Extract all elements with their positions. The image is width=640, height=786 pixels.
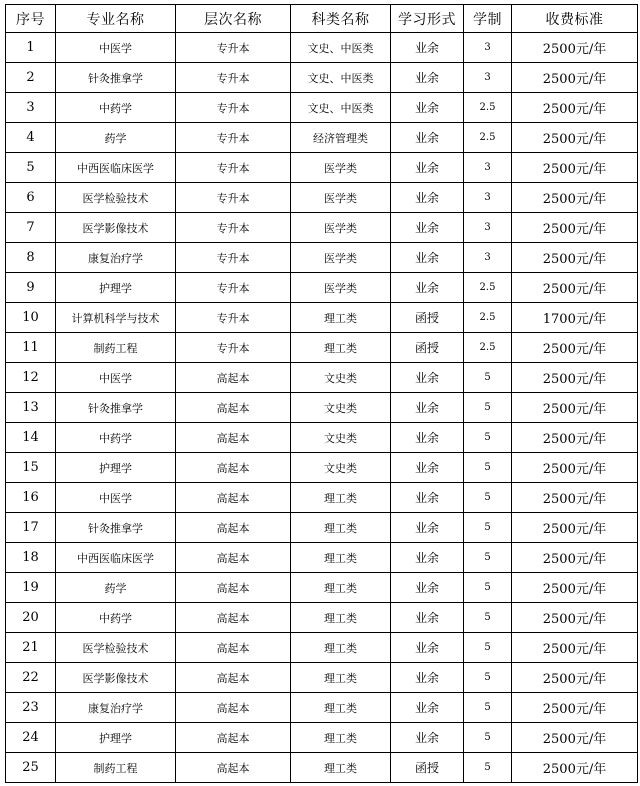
cell-level: 高起本 — [176, 693, 291, 723]
cell-index: 12 — [6, 363, 56, 393]
table-row — [6, 543, 638, 573]
table-row — [6, 753, 638, 783]
cell-major: 护理学 — [56, 453, 176, 483]
cell-study-mode: 业余 — [391, 543, 464, 573]
cell-category: 理工类 — [291, 333, 391, 363]
header-duration: 学制 — [464, 5, 512, 33]
cell-fee: 2500元/年 — [512, 183, 638, 213]
cell-major: 医学影像技术 — [56, 663, 176, 693]
cell-major: 制药工程 — [56, 333, 176, 363]
cell-fee: 2500元/年 — [512, 723, 638, 753]
cell-fee: 2500元/年 — [512, 483, 638, 513]
cell-fee: 2500元/年 — [512, 213, 638, 243]
cell-fee: 2500元/年 — [512, 123, 638, 153]
cell-category: 医学类 — [291, 213, 391, 243]
cell-duration: 2.5 — [464, 303, 512, 333]
cell-study-mode: 业余 — [391, 273, 464, 303]
cell-major: 中药学 — [56, 93, 176, 123]
cell-duration: 5 — [464, 723, 512, 753]
cell-fee: 2500元/年 — [512, 633, 638, 663]
cell-index: 20 — [6, 603, 56, 633]
cell-study-mode: 业余 — [391, 213, 464, 243]
table-row — [6, 123, 638, 153]
cell-study-mode: 业余 — [391, 513, 464, 543]
table-row — [6, 63, 638, 93]
cell-fee: 2500元/年 — [512, 513, 638, 543]
cell-study-mode: 函授 — [391, 753, 464, 783]
cell-study-mode: 业余 — [391, 33, 464, 63]
cell-category: 医学类 — [291, 273, 391, 303]
fee-table — [5, 4, 638, 783]
cell-level: 专升本 — [176, 183, 291, 213]
cell-major: 中医学 — [56, 363, 176, 393]
cell-fee: 2500元/年 — [512, 663, 638, 693]
header-category: 科类名称 — [291, 5, 391, 33]
cell-fee: 2500元/年 — [512, 603, 638, 633]
cell-duration: 5 — [464, 363, 512, 393]
cell-level: 专升本 — [176, 273, 291, 303]
cell-level: 高起本 — [176, 393, 291, 423]
cell-category: 文史、中医类 — [291, 63, 391, 93]
cell-index: 16 — [6, 483, 56, 513]
table-row — [6, 513, 638, 543]
cell-category: 理工类 — [291, 303, 391, 333]
cell-index: 11 — [6, 333, 56, 363]
cell-index: 7 — [6, 213, 56, 243]
cell-major: 中西医临床医学 — [56, 153, 176, 183]
cell-index: 6 — [6, 183, 56, 213]
cell-major: 中医学 — [56, 33, 176, 63]
cell-study-mode: 业余 — [391, 483, 464, 513]
cell-category: 医学类 — [291, 183, 391, 213]
cell-category: 理工类 — [291, 573, 391, 603]
cell-fee: 2500元/年 — [512, 363, 638, 393]
cell-study-mode: 业余 — [391, 363, 464, 393]
header-fee: 收费标准 — [512, 5, 638, 33]
cell-duration: 5 — [464, 573, 512, 603]
table-row — [6, 573, 638, 603]
cell-index: 19 — [6, 573, 56, 603]
cell-major: 针灸推拿学 — [56, 513, 176, 543]
cell-category: 理工类 — [291, 543, 391, 573]
cell-category: 医学类 — [291, 243, 391, 273]
cell-category: 理工类 — [291, 693, 391, 723]
cell-study-mode: 业余 — [391, 603, 464, 633]
cell-fee: 2500元/年 — [512, 423, 638, 453]
cell-level: 专升本 — [176, 333, 291, 363]
cell-fee: 2500元/年 — [512, 393, 638, 423]
table-row — [6, 483, 638, 513]
cell-duration: 3 — [464, 33, 512, 63]
cell-study-mode: 业余 — [391, 723, 464, 753]
cell-duration: 5 — [464, 513, 512, 543]
cell-level: 专升本 — [176, 33, 291, 63]
cell-major: 医学检验技术 — [56, 183, 176, 213]
cell-study-mode: 函授 — [391, 303, 464, 333]
cell-major: 制药工程 — [56, 753, 176, 783]
cell-duration: 5 — [464, 693, 512, 723]
cell-major: 中药学 — [56, 603, 176, 633]
cell-level: 高起本 — [176, 663, 291, 693]
table-row — [6, 303, 638, 333]
cell-level: 专升本 — [176, 303, 291, 333]
cell-fee: 2500元/年 — [512, 273, 638, 303]
cell-study-mode: 业余 — [391, 693, 464, 723]
cell-duration: 2.5 — [464, 273, 512, 303]
cell-major: 医学检验技术 — [56, 633, 176, 663]
cell-duration: 5 — [464, 393, 512, 423]
cell-major: 针灸推拿学 — [56, 63, 176, 93]
cell-index: 5 — [6, 153, 56, 183]
cell-index: 24 — [6, 723, 56, 753]
cell-level: 高起本 — [176, 603, 291, 633]
cell-index: 17 — [6, 513, 56, 543]
cell-category: 文史类 — [291, 423, 391, 453]
cell-level: 专升本 — [176, 123, 291, 153]
cell-level: 专升本 — [176, 153, 291, 183]
cell-duration: 2.5 — [464, 333, 512, 363]
cell-level: 高起本 — [176, 753, 291, 783]
cell-category: 文史、中医类 — [291, 33, 391, 63]
cell-level: 专升本 — [176, 63, 291, 93]
cell-fee: 2500元/年 — [512, 753, 638, 783]
cell-level: 高起本 — [176, 363, 291, 393]
cell-category: 文史类 — [291, 453, 391, 483]
table-row — [6, 243, 638, 273]
cell-duration: 2.5 — [464, 123, 512, 153]
table-row — [6, 393, 638, 423]
table-row — [6, 363, 638, 393]
cell-study-mode: 业余 — [391, 573, 464, 603]
cell-duration: 5 — [464, 483, 512, 513]
cell-category: 医学类 — [291, 153, 391, 183]
cell-fee: 2500元/年 — [512, 693, 638, 723]
cell-category: 理工类 — [291, 513, 391, 543]
cell-duration: 3 — [464, 63, 512, 93]
table-row — [6, 333, 638, 363]
cell-major: 针灸推拿学 — [56, 393, 176, 423]
cell-index: 23 — [6, 693, 56, 723]
cell-category: 理工类 — [291, 663, 391, 693]
cell-major: 中医学 — [56, 483, 176, 513]
cell-study-mode: 业余 — [391, 423, 464, 453]
cell-index: 2 — [6, 63, 56, 93]
cell-level: 高起本 — [176, 723, 291, 753]
table-row — [6, 453, 638, 483]
cell-study-mode: 业余 — [391, 633, 464, 663]
cell-study-mode: 业余 — [391, 663, 464, 693]
cell-index: 14 — [6, 423, 56, 453]
cell-category: 理工类 — [291, 483, 391, 513]
cell-index: 15 — [6, 453, 56, 483]
table-row — [6, 723, 638, 753]
header-row — [6, 5, 638, 33]
cell-index: 13 — [6, 393, 56, 423]
header-major: 专业名称 — [56, 5, 176, 33]
cell-major: 护理学 — [56, 273, 176, 303]
cell-fee: 2500元/年 — [512, 63, 638, 93]
cell-duration: 2.5 — [464, 93, 512, 123]
table-row — [6, 663, 638, 693]
cell-duration: 5 — [464, 633, 512, 663]
cell-category: 理工类 — [291, 603, 391, 633]
cell-major: 康复治疗学 — [56, 243, 176, 273]
cell-major: 药学 — [56, 573, 176, 603]
cell-level: 高起本 — [176, 633, 291, 663]
cell-study-mode: 业余 — [391, 153, 464, 183]
cell-study-mode: 业余 — [391, 93, 464, 123]
cell-major: 中西医临床医学 — [56, 543, 176, 573]
cell-fee: 2500元/年 — [512, 453, 638, 483]
cell-duration: 5 — [464, 543, 512, 573]
cell-major: 药学 — [56, 123, 176, 153]
cell-fee: 2500元/年 — [512, 573, 638, 603]
cell-study-mode: 业余 — [391, 63, 464, 93]
cell-index: 1 — [6, 33, 56, 63]
cell-duration: 5 — [464, 663, 512, 693]
cell-category: 文史类 — [291, 393, 391, 423]
cell-index: 8 — [6, 243, 56, 273]
table-row — [6, 183, 638, 213]
cell-major: 计算机科学与技术 — [56, 303, 176, 333]
cell-duration: 5 — [464, 603, 512, 633]
cell-fee: 2500元/年 — [512, 33, 638, 63]
cell-fee: 2500元/年 — [512, 243, 638, 273]
cell-index: 10 — [6, 303, 56, 333]
cell-duration: 5 — [464, 753, 512, 783]
cell-index: 22 — [6, 663, 56, 693]
cell-duration: 3 — [464, 183, 512, 213]
cell-level: 专升本 — [176, 93, 291, 123]
cell-duration: 3 — [464, 213, 512, 243]
header-index: 序号 — [6, 5, 56, 33]
table-row — [6, 153, 638, 183]
table-row — [6, 603, 638, 633]
cell-duration: 5 — [464, 453, 512, 483]
cell-study-mode: 函授 — [391, 333, 464, 363]
cell-index: 4 — [6, 123, 56, 153]
table-header — [6, 5, 638, 33]
cell-major: 医学影像技术 — [56, 213, 176, 243]
cell-index: 25 — [6, 753, 56, 783]
table-row — [6, 693, 638, 723]
cell-fee: 2500元/年 — [512, 543, 638, 573]
table-row — [6, 93, 638, 123]
cell-level: 高起本 — [176, 483, 291, 513]
cell-major: 中药学 — [56, 423, 176, 453]
table-row — [6, 423, 638, 453]
table-row — [6, 273, 638, 303]
cell-fee: 1700元/年 — [512, 303, 638, 333]
cell-duration: 3 — [464, 243, 512, 273]
cell-level: 高起本 — [176, 573, 291, 603]
cell-category: 经济管理类 — [291, 123, 391, 153]
table-row — [6, 633, 638, 663]
table-row — [6, 33, 638, 63]
cell-study-mode: 业余 — [391, 183, 464, 213]
cell-major: 护理学 — [56, 723, 176, 753]
cell-study-mode: 业余 — [391, 453, 464, 483]
cell-index: 9 — [6, 273, 56, 303]
cell-fee: 2500元/年 — [512, 93, 638, 123]
cell-category: 文史类 — [291, 363, 391, 393]
cell-study-mode: 业余 — [391, 243, 464, 273]
cell-level: 专升本 — [176, 213, 291, 243]
cell-category: 理工类 — [291, 633, 391, 663]
cell-index: 3 — [6, 93, 56, 123]
cell-index: 18 — [6, 543, 56, 573]
cell-study-mode: 业余 — [391, 123, 464, 153]
header-level: 层次名称 — [176, 5, 291, 33]
cell-index: 21 — [6, 633, 56, 663]
table-body — [6, 33, 638, 783]
cell-category: 理工类 — [291, 753, 391, 783]
table-row — [6, 213, 638, 243]
cell-duration: 3 — [464, 153, 512, 183]
cell-duration: 5 — [464, 423, 512, 453]
cell-fee: 2500元/年 — [512, 333, 638, 363]
cell-level: 专升本 — [176, 243, 291, 273]
cell-category: 理工类 — [291, 723, 391, 753]
header-study-mode: 学习形式 — [391, 5, 464, 33]
cell-major: 康复治疗学 — [56, 693, 176, 723]
cell-level: 高起本 — [176, 453, 291, 483]
cell-category: 文史、中医类 — [291, 93, 391, 123]
cell-study-mode: 业余 — [391, 393, 464, 423]
cell-level: 高起本 — [176, 543, 291, 573]
cell-fee: 2500元/年 — [512, 153, 638, 183]
cell-level: 高起本 — [176, 513, 291, 543]
cell-level: 高起本 — [176, 423, 291, 453]
